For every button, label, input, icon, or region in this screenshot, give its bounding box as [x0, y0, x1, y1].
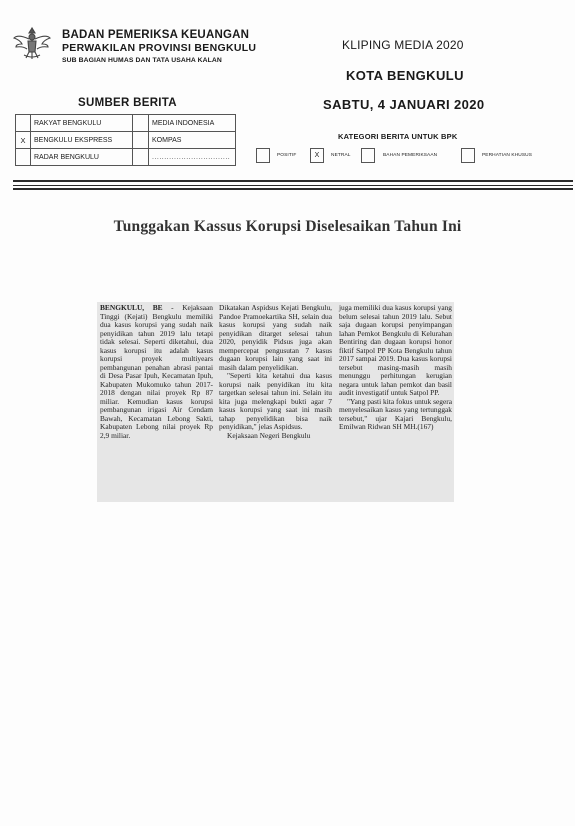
category-label-positif: POSITIF — [277, 153, 297, 158]
article-dateline: BENGKULU, BE — [100, 303, 163, 312]
article-paragraph: "Yang pasti kita fokus untuk segera menyelesaikan kasus yang tertunggak tersebut," ujar Kajari Bengkulu, Emilwan Ridwan SH MH.(167) — [339, 396, 452, 431]
article-column — [219, 304, 332, 440]
divider — [13, 185, 573, 186]
category-label-perhatian: PERHATIAN KHUSUS — [482, 153, 533, 158]
category-row — [256, 148, 571, 164]
article-column — [339, 304, 452, 432]
date-title: SABTU, 4 JANUARI 2020 — [323, 97, 485, 112]
source-name: RADAR BENGKULU — [31, 149, 133, 166]
category-label-netral: NETRAL — [331, 153, 351, 158]
category-label-bahan: BAHAN PEMERIKSAAN — [383, 153, 438, 158]
source-name: KOMPAS — [149, 132, 236, 149]
garuda-emblem-icon — [12, 22, 52, 62]
source-mark: X — [16, 132, 31, 149]
article-column — [100, 304, 213, 440]
category-checkbox-positif — [256, 148, 270, 163]
category-title: KATEGORI BERITA UNTUK BPK — [338, 132, 458, 141]
article-paragraph: juga memiliki dua kasus korupsi yang belum selesai tahun 2019 lalu. Sebut saja dugaan korupsi penyimpangan lahan Pemkot Bengkulu di Kelurahan Bentiring dan dugaan korupsi honor fiktif Satpol PP Kota Bengkulu tahun 2017 sampai 2019. Dua kasus korupsi tersebut masing-masih masih menunggu perhitungan kerugian negara untuk lahan pemkot dan basil audit investigatif untuk Satpol PP. — [339, 303, 452, 397]
article-paragraph — [100, 304, 213, 440]
divider — [13, 180, 573, 182]
city-title: KOTA BENGKULU — [346, 68, 464, 83]
category-checkbox-bahan — [361, 148, 375, 163]
source-name-blank: ................................ — [149, 149, 236, 166]
article-paragraph: Dikatakan Aspidsus Kejati Bengkulu, Pandoe Pramoekartika SH, selain dua kasus korupsi yang sudah naik penyidikan ditarget selesai tahun 2020, penyidik Pidsus juga akan mempercepat pengusutan 7 kasus dugaan korupsi lain yang saat ini masih dalam penyelidikan. — [219, 303, 332, 372]
source-mark — [16, 115, 31, 132]
organization-name: BADAN PEMERIKSA KEUANGAN — [62, 29, 250, 41]
organization-unit: SUB BAGIAN HUMAS DAN TATA USAHA KALAN — [62, 57, 222, 64]
source-checkbox — [133, 132, 149, 149]
source-row — [16, 149, 236, 166]
source-name: RAKYAT BENGKULU — [31, 115, 133, 132]
source-row — [16, 132, 236, 149]
source-mark — [16, 149, 31, 166]
source-checkbox — [133, 115, 149, 132]
source-name: MEDIA INDONESIA — [149, 115, 236, 132]
organization-block — [62, 29, 256, 64]
article-headline: Tunggakan Kassus Korupsi Diselesaikan Tahun Ini — [113, 218, 462, 235]
source-name: BENGKULU EKSPRESS — [31, 132, 133, 149]
category-checkbox-perhatian — [461, 148, 475, 163]
source-row — [16, 115, 236, 132]
divider — [13, 188, 573, 190]
source-table — [15, 114, 236, 166]
article-paragraph: Kejaksaan Negeri Bengkulu — [227, 430, 311, 440]
article-text: - Kejaksaan Tinggi (Kejati) Bengkulu memiliki dua kasus korupsi yang sudah naik penyidikan tahun 2019 lalu tetapi tidak selesai. Seperti diketahui, dua kasus korupsi itu adalah kasus korupsi proyek multiyears pembangunan penahan abrasi pantai di Desa Pasar Ipuh, Kecamatan Ipuh, Kabupaten Mukomuko tahun 2017-2018 dengan nilai proyek Rp 87 miliar. Kemudian kasus korupsi pembangunan irigasi Air Cendam Bawah, Kecamatan Lebong Sakti, Kabupaten Lebong nilai proyek Rp 2,9 miliar. — [100, 303, 213, 440]
category-checkbox-netral: X — [310, 148, 324, 163]
organization-branch: PERWAKILAN PROVINSI BENGKULU — [62, 42, 257, 54]
kliping-title: KLIPING MEDIA 2020 — [342, 38, 464, 52]
source-title: SUMBER BERITA — [78, 97, 177, 109]
article-clipping — [97, 302, 454, 502]
source-checkbox — [133, 149, 149, 166]
article-paragraph: "Seperti kita ketahui dua kasus korupsi naik penyidikan itu kita targetkan selesai tahun ini. Selain itu kita juga melengkapi bukti agar 7 kasus korupsi yang saat ini masih tahap penyelidikan bisa naik penyidikan," jelas Aspidsus. — [219, 371, 332, 431]
